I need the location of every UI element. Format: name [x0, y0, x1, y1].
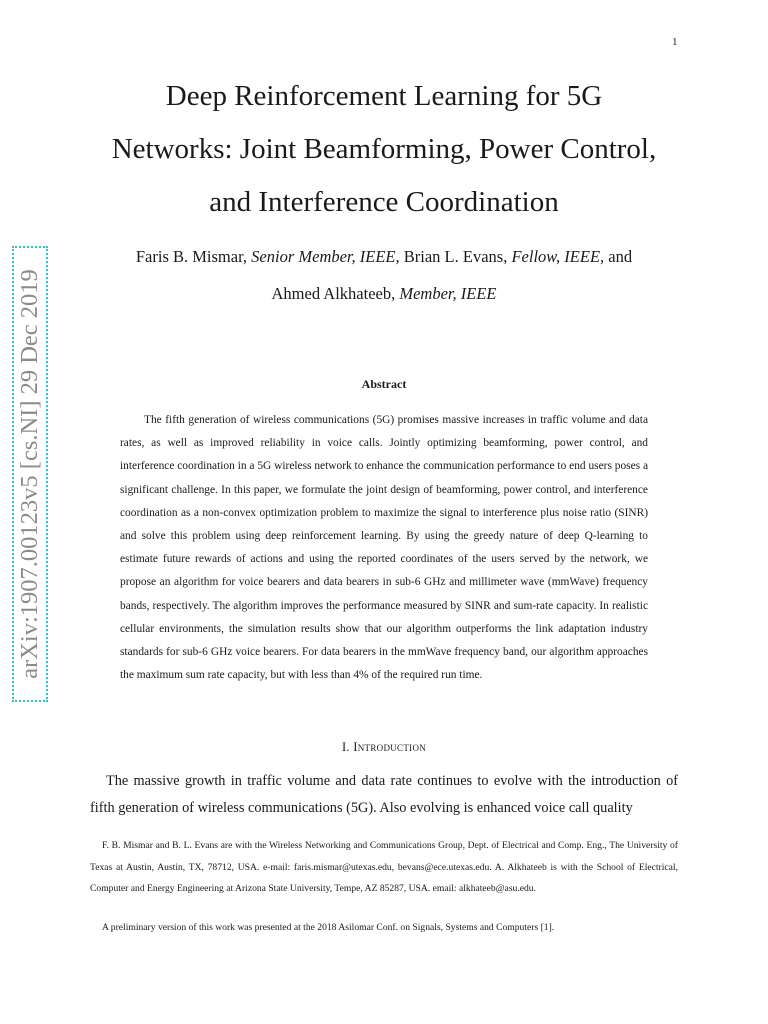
- author-role: Senior Member, IEEE,: [251, 247, 400, 266]
- abstract-text: The fifth generation of wireless communications (5G) promises massive increases in traffic volume and data rates, as well as improved reliability in voice calls. Jointly optimizing beamforming, power control, and interference coordination in a 5G wireless network to enhance the communication performance to end users poses a significant challenge. In this paper, we formulate the joint design of beamforming, power control, and interference coordination as a non-convex optimization problem to maximize the signal to interference plus noise ratio (SINR) and solve this problem using deep reinforcement learning. By using the greedy nature of deep Q-learning to estimate future rewards of actions and using the reported coordinates of the users served by the network, we propose an algorithm for voice bearers and data bearers in sub-6 GHz and millimeter wave (mmWave) frequency bands, respectively. The algorithm improves the performance measured by SINR and sum-rate capacity. In realistic cellular environments, the simulation results show that our algorithm outperforms the link adaptation industry standards for sub-6 GHz voice bearers. For data bearers in the mmWave frequency band, our algorithm approaches the maximum sum rate capacity, but with less than 4% of the required run time.: [120, 414, 648, 682]
- section-heading: [0, 740, 768, 755]
- author-conjunction: and: [604, 247, 633, 266]
- abstract-heading: Abstract: [361, 377, 407, 391]
- affiliation-footnote: F. B. Mismar and B. L. Evans are with the Wireless Networking and Communications Group, Dept. of Electrical and Comp. Eng., The University of Texas at Austin, Austin, TX, 78712, USA. e-mail: faris.mismar@utexas.edu, bevans@ece.utexas.edu. A. Alkhateeb is with the School of Electrical, Computer and Energy Engineering at Arizona State University, Tempe, AZ 85287, USA. email: alkhateeb@asu.edu.: [90, 840, 678, 895]
- page-number: 1: [672, 36, 678, 48]
- title-line: and Interference Coordination: [209, 186, 559, 218]
- preliminary-version-footnote: A preliminary version of this work was presented at the 2018 Asilomar Conf. on Signals, Systems and Computers [1].: [102, 922, 555, 933]
- author-name: Brian L. Evans,: [399, 247, 512, 266]
- introduction-paragraph: The massive growth in traffic volume and data rate continues to evolve with the introduction of fifth generation of wireless communications (5G). Also evolving is enhanced voice call quality: [90, 773, 678, 816]
- author-role: Fellow, IEEE,: [511, 247, 605, 266]
- author-name: Faris B. Mismar,: [135, 247, 252, 266]
- arxiv-identifier-text: arXiv:1907.00123v5 [cs.NI] 29 Dec 2019: [16, 269, 43, 679]
- section-title: Introduction: [353, 740, 427, 754]
- author-role: Member, IEEE: [399, 284, 497, 303]
- author-line: [90, 275, 678, 312]
- section-numeral: I.: [341, 740, 354, 754]
- author-list: [90, 238, 678, 312]
- arxiv-identifier-stamp[interactable]: [12, 246, 48, 702]
- author-line: [90, 238, 678, 275]
- paper-title: [60, 70, 708, 229]
- title-line: Networks: Joint Beamforming, Power Control,: [111, 133, 657, 165]
- title-line: Deep Reinforcement Learning for 5G: [165, 80, 603, 112]
- author-name: Ahmed Alkhateeb,: [271, 284, 400, 303]
